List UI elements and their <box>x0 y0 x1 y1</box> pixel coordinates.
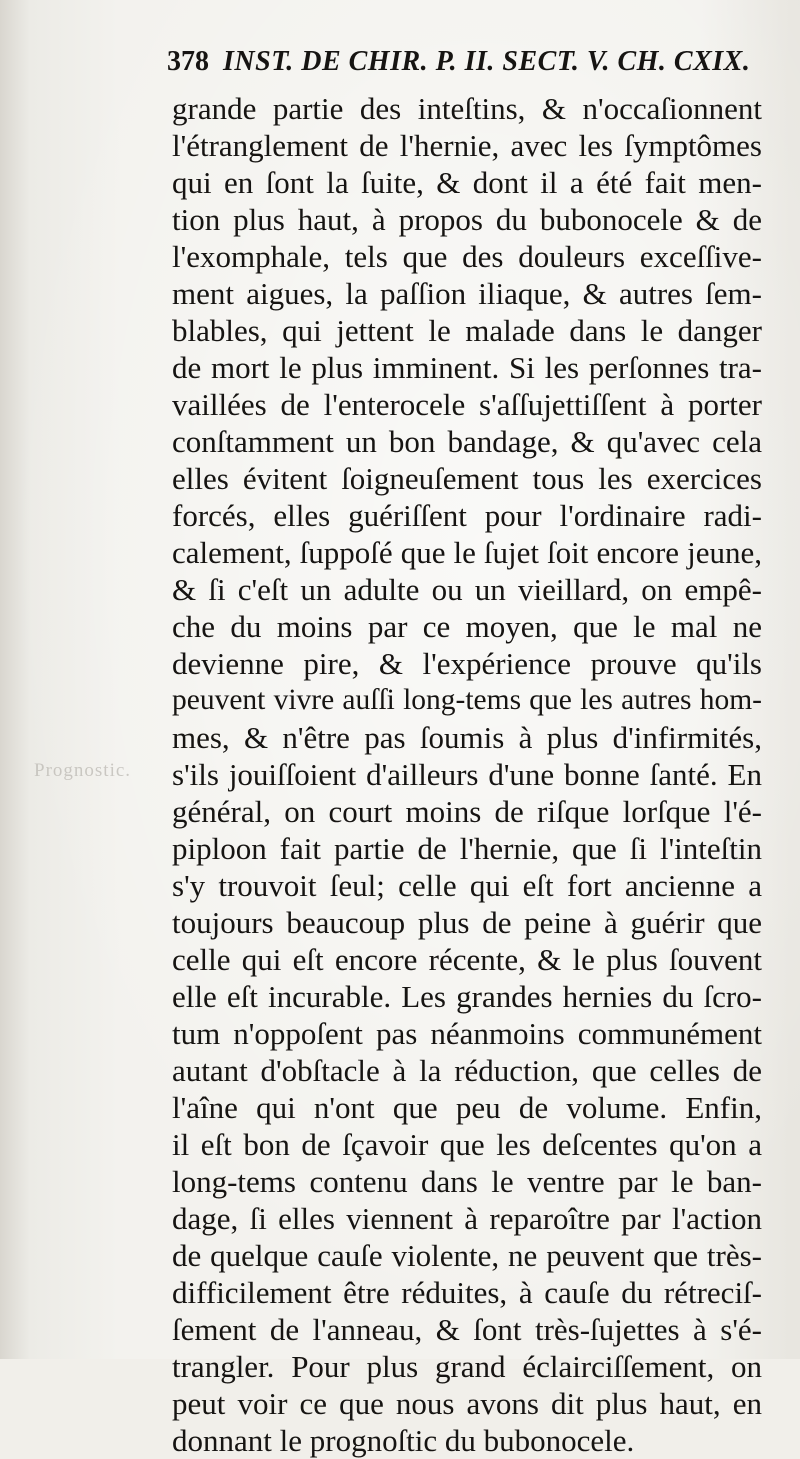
text-line: conſtamment un bon bandage, & qu'avec cela <box>172 424 762 459</box>
text-line: blables, qui jettent le malade dans le danger <box>172 313 762 348</box>
text-line: tum n'oppoſent pas néanmoins communément <box>172 1016 762 1051</box>
text-line: difficilement être réduites, à cauſe du rétreciſ- <box>172 1275 762 1310</box>
text-line: ſement de l'anneau, & ſont très-ſujettes à s'é- <box>172 1312 762 1347</box>
page-number: 378 <box>167 46 209 77</box>
text-line: général, on court moins de riſque lorſque l'é- <box>172 794 762 829</box>
text-line: vaillées de l'enterocele s'aſſujettiſſent à porter <box>172 387 762 422</box>
text-line: celle qui eſt encore récente, & le plus ſouvent <box>172 942 762 977</box>
text-line: autant d'obſtacle à la réduction, que celles de <box>172 1053 762 1088</box>
text-line: long-tems contenu dans le ventre par le ban- <box>172 1164 762 1199</box>
text-line: devienne pire, & l'expérience prouve qu'ils <box>172 646 762 681</box>
body-text <box>172 90 762 1459</box>
text-line-final: donnant le prognoſtic du bubonocele. <box>172 1423 635 1458</box>
text-line: l'exomphale, tels que des douleurs exceſſive- <box>172 239 762 274</box>
text-line: mes, & n'être pas ſoumis à plus d'infirmités, <box>172 720 762 755</box>
text-line: de mort le plus imminent. Si les perſonnes tra- <box>172 350 762 385</box>
text-line: il eſt bon de ſçavoir que les deſcentes qu'on a <box>172 1127 762 1162</box>
text-line: che du moins par ce moyen, que le mal ne <box>172 609 762 644</box>
text-line: trangler. Pour plus grand éclairciſſement, on <box>172 1349 762 1384</box>
text-line: calement, ſuppoſé que le ſujet ſoit encore jeune, <box>172 535 762 570</box>
text-line: l'aîne qui n'ont que peu de volume. Enfin, <box>172 1090 762 1125</box>
text-line: peuvent vivre auſſi long-tems que les autres hom- <box>172 684 762 716</box>
text-line: piploon fait partie de l'hernie, que ſi l'inteſtin <box>172 831 762 866</box>
text-line: forcés, elles guériſſent pour l'ordinaire radi- <box>172 498 762 533</box>
text-line: ment aigues, la paſſion iliaque, & autres ſem- <box>172 276 762 311</box>
text-line: elle eſt incurable. Les grandes hernies du ſcro- <box>172 979 762 1014</box>
text-line: peut voir ce que nous avons dit plus haut, en <box>172 1386 762 1421</box>
text-line: grande partie des inteſtins, & n'occaſionnent <box>172 91 762 126</box>
text-line: s'y trouvoit ſeul; celle qui eſt fort ancienne a <box>172 868 762 903</box>
text-line: l'étranglement de l'hernie, avec les ſymptômes <box>172 128 762 163</box>
text-line: toujours beaucoup plus de peine à guérir que <box>172 905 762 940</box>
margin-note-bleed: Prognostic. <box>34 760 132 781</box>
text-line: elles évitent ſoigneuſement tous les exercices <box>172 461 762 496</box>
text-line: & ſi c'eſt un adulte ou un vieillard, on empê- <box>172 572 762 607</box>
running-title: INST. DE CHIR. P. II. SECT. V. CH. CXIX. <box>223 46 751 77</box>
text-line: de quelque cauſe violente, ne peuvent que très- <box>172 1238 762 1273</box>
text-line: dage, ſi elles viennent à reparoître par l'action <box>172 1201 762 1236</box>
page-header <box>167 46 757 90</box>
text-line: tion plus haut, à propos du bubonocele & de <box>172 202 762 237</box>
text-line: qui en ſont la ſuite, & dont il a été fait men- <box>172 165 762 200</box>
text-line: s'ils jouiſſoient d'ailleurs d'une bonne ſanté. En <box>172 757 762 792</box>
